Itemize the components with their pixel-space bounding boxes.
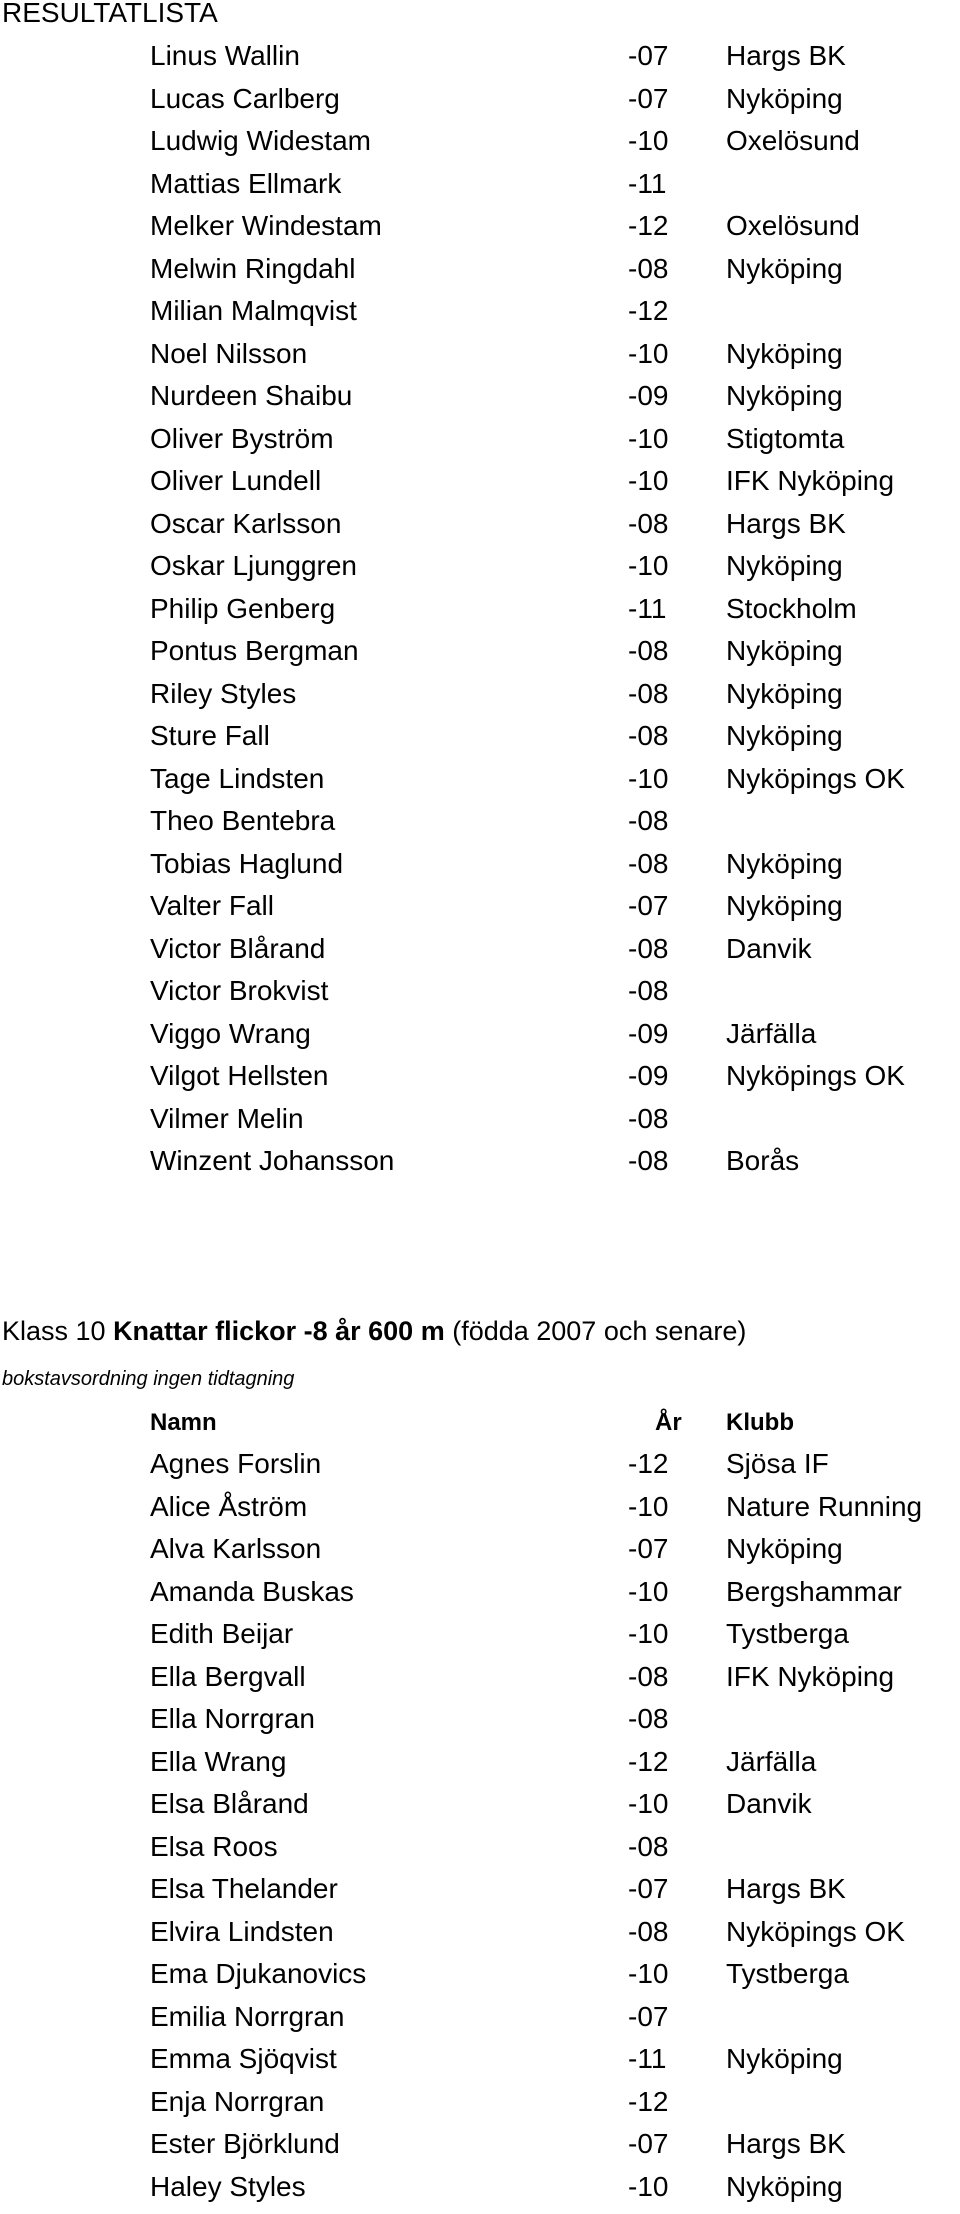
participant-year: -10: [628, 1788, 669, 1819]
list-item: [0, 503, 960, 546]
participant-year: -09: [628, 380, 669, 411]
participant-club: Nyköpings OK: [726, 1060, 905, 1091]
participant-year: -08: [628, 1703, 669, 1734]
list-item: [0, 928, 960, 971]
list-item: [0, 1013, 960, 1056]
class-heading-prefix: Klass 10: [2, 1316, 114, 1346]
list-item: [0, 970, 960, 1013]
participant-year: -12: [628, 1745, 669, 1777]
participant-club: Nyköping: [726, 337, 843, 369]
participant-club: Nyköpings OK: [726, 1915, 905, 1947]
participant-club: Hargs BK: [726, 507, 846, 539]
participant-name: Victor Brokvist: [150, 975, 329, 1006]
column-header-club: Klubb: [726, 1409, 794, 1436]
participant-year: -07: [628, 40, 669, 71]
participant-club: Nyköping: [726, 82, 843, 114]
list-item: [0, 1528, 960, 1571]
participant-club: Stigtomta: [726, 422, 845, 454]
participant-name: Oskar Ljunggren: [150, 550, 358, 581]
list-item: [0, 1571, 960, 1614]
participant-name: Ella Norrgran: [150, 1703, 315, 1734]
participant-club: Nyköping: [726, 252, 843, 284]
list-item: [0, 800, 960, 843]
participant-name: Elsa Roos: [150, 1830, 278, 1862]
participant-club: Nyköping: [726, 1533, 843, 1564]
participant-year: -12: [628, 210, 669, 241]
list-item: [0, 1783, 960, 1826]
list-item: [0, 843, 960, 886]
result-list-boys: [0, 35, 960, 1183]
participant-club: Järfälla: [726, 1745, 817, 1777]
participant-name: Ella Bergvall: [150, 1660, 306, 1692]
participant-name: Ludwig Widestam: [150, 125, 371, 156]
participant-year: -08: [628, 1102, 669, 1134]
class-heading-suffix: (födda 2007 och senare): [444, 1316, 747, 1346]
class-note: bokstavsordning ingen tidtagning: [2, 1368, 295, 1390]
participant-club: Hargs BK: [726, 2128, 846, 2159]
participant-name: Emilia Norrgran: [150, 2000, 345, 2032]
participant-year: -11: [628, 167, 667, 199]
participant-name: Melker Windestam: [150, 210, 382, 241]
page-title: RESULTATLISTA: [2, 0, 218, 28]
participant-year: -07: [628, 2000, 669, 2032]
list-item: [0, 163, 960, 206]
column-header-row: [0, 1402, 960, 1444]
participant-name: Amanda Buskas: [150, 1575, 354, 1607]
participant-club: Tystberga: [726, 1618, 849, 1649]
participant-year: -08: [628, 252, 669, 284]
list-item: [0, 715, 960, 758]
list-item: [0, 78, 960, 121]
participant-year: -10: [628, 337, 669, 369]
participant-year: -08: [628, 677, 669, 709]
participant-year: -10: [628, 1575, 669, 1607]
participant-name: Oliver Byström: [150, 422, 334, 454]
participant-club: Nyköping: [726, 890, 843, 921]
participant-name: Mattias Ellmark: [150, 167, 342, 199]
participant-year: -08: [628, 1660, 669, 1692]
list-item: [0, 1698, 960, 1741]
participant-name: Ella Wrang: [150, 1745, 287, 1777]
participant-club: Oxelösund: [726, 125, 860, 156]
participant-name: Alva Karlsson: [150, 1533, 322, 1564]
list-item: [0, 205, 960, 248]
participant-year: -08: [628, 1830, 669, 1862]
list-item: [0, 1098, 960, 1141]
list-item: [0, 1613, 960, 1656]
list-item: [0, 1055, 960, 1098]
participant-name: Valter Fall: [150, 890, 274, 921]
participant-year: -08: [628, 1145, 669, 1176]
list-item: [0, 375, 960, 418]
participant-club: Hargs BK: [726, 40, 846, 71]
participant-year: -11: [628, 592, 667, 624]
participant-name: Haley Styles: [150, 2170, 306, 2202]
list-item: [0, 1140, 960, 1183]
participant-year: -10: [628, 550, 669, 581]
participant-year: -12: [628, 295, 669, 326]
participant-name: Tage Lindsten: [150, 762, 325, 794]
list-item: [0, 1953, 960, 1996]
list-item: [0, 1868, 960, 1911]
list-item: [0, 545, 960, 588]
participant-name: Emma Sjöqvist: [150, 2043, 337, 2074]
participant-club: Stockholm: [726, 592, 857, 624]
participant-year: -10: [628, 465, 669, 496]
participant-club: Bergshammar: [726, 1575, 902, 1607]
participant-year: -07: [628, 82, 669, 114]
participant-name: Vilmer Melin: [150, 1102, 304, 1134]
list-item: [0, 1443, 960, 1486]
participant-name: Edith Beijar: [150, 1618, 294, 1649]
list-item: [0, 290, 960, 333]
participant-year: -08: [628, 720, 669, 751]
participant-name: Nurdeen Shaibu: [150, 380, 353, 411]
participant-club: Borås: [726, 1145, 800, 1176]
list-item: [0, 2123, 960, 2166]
participant-year: -12: [628, 1448, 669, 1479]
participant-club: Oxelösund: [726, 210, 860, 241]
list-item: [0, 2166, 960, 2209]
list-item: [0, 1826, 960, 1869]
list-item: [0, 333, 960, 376]
participant-year: -10: [628, 125, 669, 156]
participant-club: Danvik: [726, 932, 812, 964]
participant-year: -08: [628, 507, 669, 539]
participant-year: -10: [628, 1618, 669, 1649]
participant-name: Riley Styles: [150, 677, 297, 709]
participant-club: Sjösa IF: [726, 1448, 829, 1479]
participant-club: Nyköping: [726, 380, 843, 411]
participant-club: Nyköping: [726, 847, 843, 879]
participant-year: -08: [628, 805, 669, 836]
column-header-year: År: [655, 1409, 682, 1436]
participant-name: Victor Blårand: [150, 932, 326, 964]
list-item: [0, 2081, 960, 2124]
participant-club: Nyköping: [726, 720, 843, 751]
participant-club: Nyköping: [726, 550, 843, 581]
participant-name: Lucas Carlberg: [150, 82, 340, 114]
list-item: [0, 248, 960, 291]
participant-name: Oliver Lundell: [150, 465, 322, 496]
participant-club: Nyköpings OK: [726, 762, 905, 794]
participant-year: -08: [628, 932, 669, 964]
list-item: [0, 35, 960, 78]
participant-name: Enja Norrgran: [150, 2085, 325, 2117]
participant-year: -10: [628, 2170, 669, 2202]
participant-name: Ester Björklund: [150, 2128, 340, 2159]
participant-name: Viggo Wrang: [150, 1017, 311, 1049]
participant-club: IFK Nyköping: [726, 465, 895, 496]
participant-year: -07: [628, 1873, 669, 1904]
participant-year: -08: [628, 635, 669, 666]
list-item: [0, 630, 960, 673]
participant-year: -07: [628, 2128, 669, 2159]
participant-name: Ema Djukanovics: [150, 1958, 367, 1989]
participant-name: Theo Bentebra: [150, 805, 336, 836]
list-item: [0, 120, 960, 163]
list-item: [0, 1486, 960, 1529]
participant-club: Danvik: [726, 1788, 812, 1819]
participant-club: Nyköping: [726, 2043, 843, 2074]
participant-year: -10: [628, 1490, 669, 1522]
participant-year: -07: [628, 1533, 669, 1564]
participant-name: Elvira Lindsten: [150, 1915, 334, 1947]
list-item: [0, 1741, 960, 1784]
list-item: [0, 588, 960, 631]
participant-name: Alice Åström: [150, 1490, 308, 1522]
participant-year: -10: [628, 422, 669, 454]
participant-club: Hargs BK: [726, 1873, 846, 1904]
participant-name: Milian Malmqvist: [150, 295, 357, 326]
participant-year: -09: [628, 1060, 669, 1091]
participant-club: Järfälla: [726, 1017, 817, 1049]
participant-year: -08: [628, 975, 669, 1006]
participant-club: Nyköping: [726, 2170, 843, 2202]
participant-year: -10: [628, 762, 669, 794]
participant-name: Philip Genberg: [150, 592, 336, 624]
list-item: [0, 885, 960, 928]
participant-year: -11: [628, 2043, 667, 2074]
participant-name: Linus Wallin: [150, 40, 300, 71]
participant-name: Winzent Johansson: [150, 1145, 395, 1176]
list-item: [0, 2038, 960, 2081]
participant-name: Pontus Bergman: [150, 635, 359, 666]
participant-club: Nyköping: [726, 635, 843, 666]
participant-name: Agnes Forslin: [150, 1448, 322, 1479]
participant-name: Oscar Karlsson: [150, 507, 342, 539]
participant-club: Nyköping: [726, 677, 843, 709]
participant-year: -08: [628, 1915, 669, 1947]
participant-year: -09: [628, 1017, 669, 1049]
participant-name: Tobias Haglund: [150, 847, 344, 879]
list-item: [0, 758, 960, 801]
participant-name: Elsa Blårand: [150, 1788, 309, 1819]
participant-year: -12: [628, 2085, 669, 2117]
participant-club: Nature Running: [726, 1490, 923, 1522]
participant-year: -10: [628, 1958, 669, 1989]
participant-name: Sture Fall: [150, 720, 270, 751]
result-list-girls: [0, 1443, 960, 2208]
participant-name: Melwin Ringdahl: [150, 252, 356, 284]
list-item: [0, 1656, 960, 1699]
class-heading: [2, 1314, 746, 1348]
participant-year: -07: [628, 890, 669, 921]
participant-year: -08: [628, 847, 669, 879]
list-item: [0, 1996, 960, 2039]
class-heading-title: Knattar flickor -8 år 600 m: [113, 1316, 445, 1346]
list-item: [0, 418, 960, 461]
list-item: [0, 673, 960, 716]
participant-name: Elsa Thelander: [150, 1873, 338, 1904]
participant-club: IFK Nyköping: [726, 1660, 895, 1692]
list-item: [0, 460, 960, 503]
column-header-name: Namn: [150, 1409, 217, 1436]
participant-club: Tystberga: [726, 1958, 849, 1989]
list-item: [0, 1911, 960, 1954]
participant-name: Noel Nilsson: [150, 337, 308, 369]
participant-name: Vilgot Hellsten: [150, 1060, 329, 1091]
